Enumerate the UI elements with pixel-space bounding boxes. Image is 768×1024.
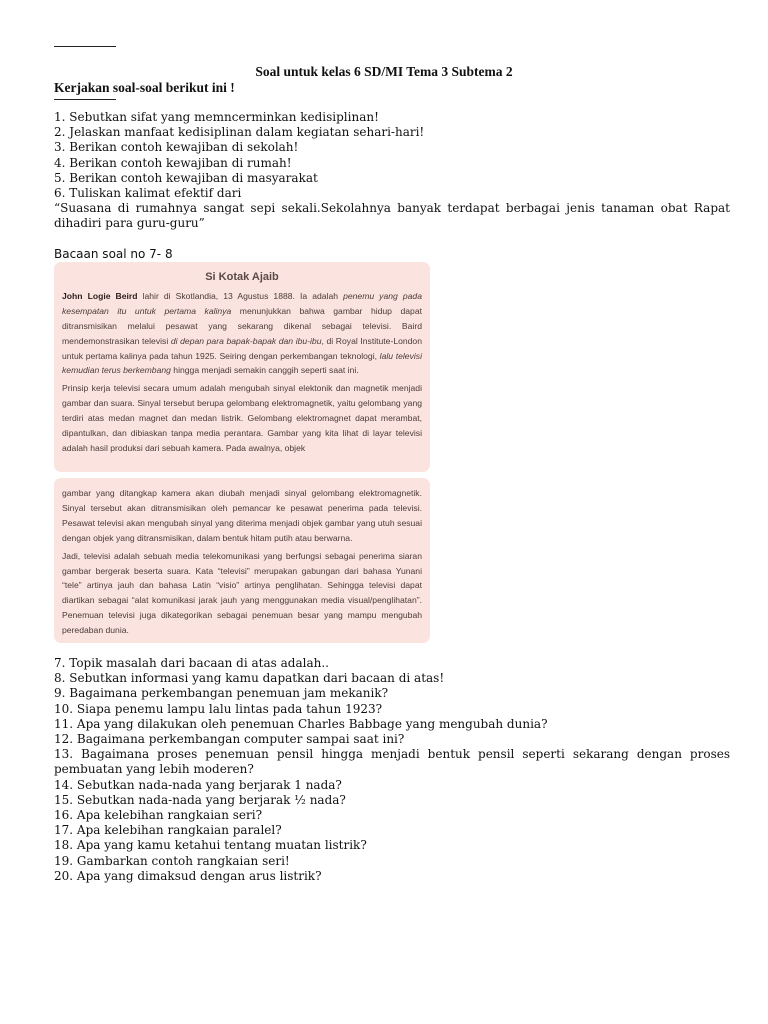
question-item: 8. Sebutkan informasi yang kamu dapatkan dari bacaan di atas! (54, 671, 445, 686)
question-item: 20. Apa yang dimaksud dengan arus listrik? (54, 868, 322, 883)
reading-title: Si Kotak Ajaib (205, 271, 279, 283)
top-divider-line (54, 46, 116, 47)
question-item: 14. Sebutkan nada-nada yang berjarak 1 nada? (54, 777, 342, 792)
instruction-divider-line (54, 99, 116, 100)
inventor-name: John Logie Beird (62, 290, 138, 301)
question-item: 2. Jelaskan manfaat kedisiplinan dalam kegiatan sehari-hari! (54, 125, 425, 140)
question-item: 12. Bagaimana perkembangan computer sampai saat ini? (54, 732, 405, 747)
question-item: 15. Sebutkan nada-nada yang berjarak ½ nada? (54, 792, 346, 807)
question-item: 1. Sebutkan sifat yang memncerminkan kedisiplinan! (54, 110, 379, 124)
question-item: 5. Berikan contoh kewajiban di masyarakat (54, 170, 318, 185)
question-item: 13. Bagaimana proses penemuan pensil hingga menjadi bentuk pensil seperti sekarang dengan proses pembuatan yang lebih moderen? (54, 747, 730, 777)
reading-paragraph-1: John Logie Beird lahir di Skotlandia, 13 Agustus 1888. Ia adalah penemu yang pada kesempatan itu untuk pertama kalinya menunjukkan bahwa gambar hidup dapat ditransmisikan melalui pesawat yang sekarang dikenal sebagai televisi. Baird mendemonstrasikan televisi di depan para bapak-bapak dan ibu-ibu, di Royal Institute-London untuk pertama kalinya pada tahun 1925. Seiring dengan perkembangan teknologi, lalu televisi kemudian terus berkembang hingga menjadi semakin canggih seperti saat ini. (62, 290, 422, 376)
question-item: 10. Siapa penemu lampu lalu lintas pada tahun 1923? (54, 701, 383, 716)
question-item: 7. Topik masalah dari bacaan di atas adalah.. (54, 656, 329, 670)
question-item: 4. Berikan contoh kewajiban di rumah! (54, 155, 292, 170)
question-item: 19. Gambarkan contoh rangkaian seri! (54, 853, 290, 868)
question-item: 9. Bagaimana perkembangan penemuan jam mekanik? (54, 686, 389, 701)
reading-paragraph-3: gambar yang ditangkap kamera akan diubah menjadi sinyal gelombang elektromagnetik. Sinyal tersebut akan ditransmisikan oleh pemancar ke pesawat penerima pada televisi. Pesawat televisi akan mengubah sinyal yang diterima menjadi objek gambar yang utuh sesuai dengan objek yang ditransmisikan, dalam bentuk hitam putih atau berwarna. (62, 488, 422, 543)
question-item: 18. Apa yang kamu ketahui tentang muatan listrik? (54, 838, 367, 853)
reading-label: Bacaan soal no 7- 8 (54, 247, 173, 261)
reading-card-1 (54, 262, 430, 472)
reading-paragraph-4: Jadi, televisi adalah sebuah media telekomunikasi yang berfungsi sebagai penerima siaran gambar bergerak beserta suara. Kata “televisi” merupakan gabungan dari bahasa Yunani “tele” artinya jauh dan bahasa Latin “visio” artinya penglihatan. Sehingga televisi dapat diartikan sebagai “alat komunikasi jarak jauh yang menggunakan media visual/penglihatan”. Penemuan televisi juga dikategorikan sebagai penemuan besar yang mampu mengubah peredaban dunia. (62, 550, 422, 636)
question-item: 6. Tuliskan kalimat efektif dari (54, 186, 242, 201)
question-item: 3. Berikan contoh kewajiban di sekolah! (54, 140, 299, 155)
question-list-part1 (54, 110, 730, 232)
worksheet-title: Soal untuk kelas 6 SD/MI Tema 3 Subtema 2 (255, 64, 513, 79)
worksheet-instruction: Kerjakan soal-soal berikut ini ! (54, 80, 235, 95)
question-item: 11. Apa yang dilakukan oleh penemuan Charles Babbage yang mengubah dunia? (54, 716, 548, 731)
question-6-passage: “Suasana di rumahnya sangat sepi sekali.Sekolahnya banyak terdapat berbagai jenis tanaman obat Rapat dihadiri para guru-guru” (54, 201, 730, 231)
question-item: 17. Apa kelebihan rangkaian paralel? (54, 823, 282, 838)
reading-paragraph-2: Prinsip kerja televisi secara umum adalah mengubah sinyal elektonik dan magnetik menjadi gambar dan suara. Sinyal tersebut berupa gelombang elektromagnetik, yaitu gelombang yang terdiri atas medan magnet dan medan listrik. Gelombang elektromagnet dapat merambat, dipantulkan, dan dibiaskan tanpa media perantara. Gambar yang kita lihat di layar televisi adalah hasil produksi dari sebuah kamera. Pada awalnya, objek (62, 383, 422, 453)
question-item: 16. Apa kelebihan rangkaian seri? (54, 808, 263, 823)
question-list-part2 (54, 656, 730, 884)
reading-card-2 (54, 478, 430, 643)
